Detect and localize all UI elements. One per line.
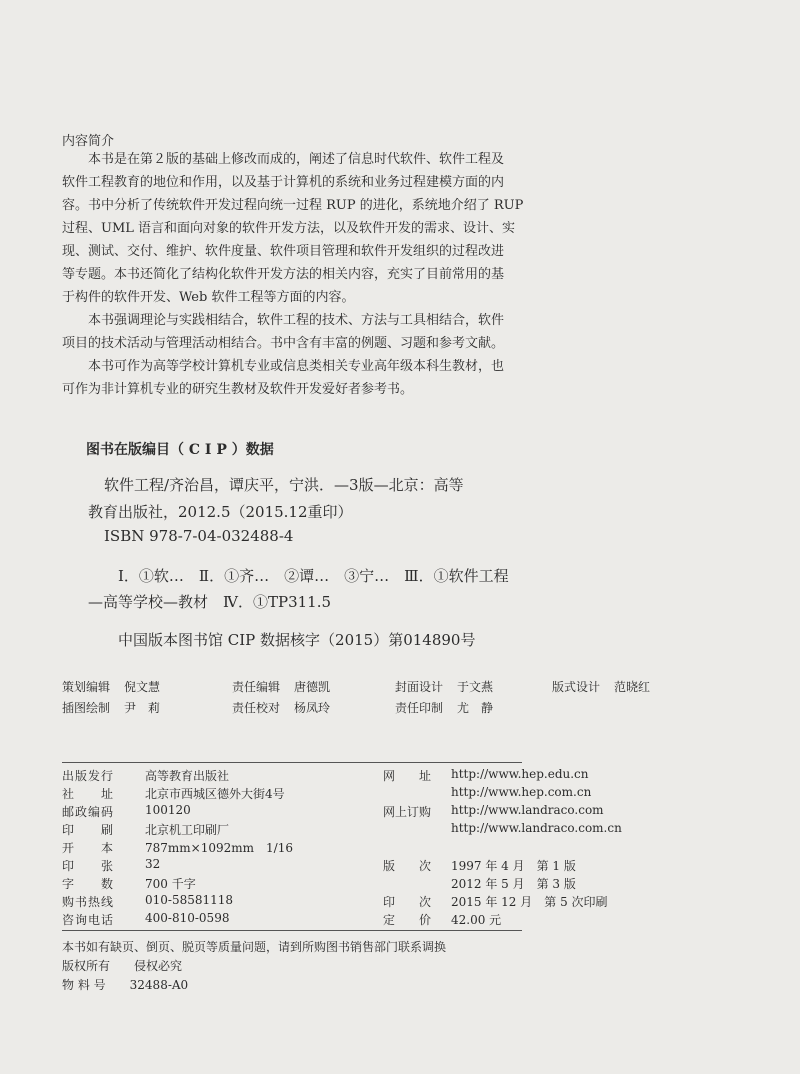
pub-value: 北京市西城区德外大街4号 [145,787,285,801]
footer-material-label: 物 料 号 [62,978,106,992]
divider-bottom [62,930,522,931]
summary-title: 内容简介 [62,134,115,149]
price-value: 42.00 元 [451,913,502,927]
summary-paragraph-1 [62,148,532,401]
website-link[interactable]: http://www.hep.com.cn [451,785,592,799]
website-link[interactable]: http://www.hep.edu.cn [451,767,589,781]
staff-illustration [62,699,160,716]
staff-cover-design [395,678,493,695]
pub-label: 社 址 [62,787,115,801]
pub-label: 印 张 [62,859,115,873]
pub-label: 网上订购 [383,805,432,819]
staff-value: 于文燕 [457,680,494,694]
summary-line: 于构件的软件开发、Web 软件工程等方面的内容。 [62,290,355,305]
pub-value: 32 [145,857,161,871]
footer-material [62,976,188,993]
staff-value: 倪文慧 [124,680,161,694]
pub-value: 787mm×1092mm 1/16 [145,841,293,855]
staff-print-manager [395,699,493,716]
cip-line-2: 教育出版社，2012.5（2015.12重印） [88,503,353,521]
order-link[interactable]: http://www.landraco.com.cn [451,821,622,835]
pub-label: 网 址 [383,769,432,783]
summary-line: 本书是在第２版的基础上修改而成的，阐述了信息时代软件、软件工程及 [88,152,505,167]
pub-value: 400-810-0598 [145,911,230,925]
staff-value: 尹 莉 [124,701,161,715]
pub-label: 字 数 [62,877,115,891]
order-link[interactable]: http://www.landraco.com [451,803,604,817]
pub-label: 购书热线 [62,895,115,909]
pub-label: 印 次 [383,895,432,909]
cip-line-1: 软件工程/齐治昌，谭庆平，宁洪．—3版—北京：高等 [104,476,464,494]
pub-label: 定 价 [383,913,432,927]
staff-layout-design [552,678,650,695]
staff-label: 责任编辑 [232,680,281,694]
pub-value: 700 千字 [145,877,196,891]
cip-title: 图书在版编目（ C I P ）数据 [86,442,274,458]
staff-value: 尤 静 [457,701,494,715]
staff-planning-editor [62,678,160,695]
pub-value: 1997 年 4 月 第 1 版 [451,859,576,873]
footer-copyright-value: 侵权必究 [134,959,183,973]
staff-value: 范晓红 [614,680,651,694]
pub-value: 2015 年 12 月 第 5 次印刷 [451,895,608,909]
pub-value: 北京机工印刷厂 [145,823,230,837]
staff-label: 版式设计 [552,680,601,694]
footer-notice: 本书如有缺页、倒页、脱页等质量问题，请到所购图书销售部门联系调换 [62,940,447,954]
staff-label: 策划编辑 [62,680,111,694]
staff-value: 杨凤玲 [294,701,331,715]
summary-line: 可作为非计算机专业的研究生教材及软件开发爱好者参考书。 [62,382,414,397]
divider-top [62,762,522,763]
footer-material-value: 32488-A0 [129,978,189,992]
summary-line: 过程、UML 语言和面向对象的软件开发方法，以及软件开发的需求、设计、实 [62,221,516,236]
staff-label: 插图绘制 [62,701,111,715]
summary-line: 容。书中分析了传统软件开发过程向统一过程 RUP 的进化，系统地介绍了 RUP [62,198,524,213]
summary-line: 项目的技术活动与管理活动相结合。书中含有丰富的例题、习题和参考文献。 [62,336,505,351]
pub-value: 100120 [145,803,191,817]
pub-label: 版 次 [383,859,432,873]
summary-line: 软件工程教育的地位和作用，以及基于计算机的系统和业务过程建模方面的内 [62,175,505,190]
staff-label: 责任校对 [232,701,281,715]
staff-proofreader [232,699,330,716]
pub-value: 高等教育出版社 [145,769,230,783]
pub-label: 开 本 [62,841,115,855]
footer-copyright-label: 版权所有 [62,959,111,973]
pub-value: 2012 年 5 月 第 3 版 [451,877,576,891]
cip-number: 中国版本图书馆 CIP 数据核字（2015）第014890号 [118,631,476,649]
footer-copyright [62,957,182,974]
summary-line: 本书可作为高等学校计算机专业或信息类相关专业高年级本科生教材，也 [88,359,505,374]
summary-line: 等专题。本书还简化了结构化软件开发方法的相关内容，充实了目前常用的基 [62,267,505,282]
summary-line: 本书强调理论与实践相结合，软件工程的技术、方法与工具相结合，软件 [88,313,505,328]
staff-label: 封面设计 [395,680,444,694]
pub-label: 咨询电话 [62,913,115,927]
staff-value: 唐德凯 [294,680,331,694]
staff-label: 责任印制 [395,701,444,715]
summary-line: 现、测试、交付、维护、软件度量、软件项目管理和软件开发组织的过程改进 [62,244,505,259]
staff-responsible-editor [232,678,330,695]
pub-label: 邮政编码 [62,805,115,819]
cip-isbn: ISBN 978-7-04-032488-4 [104,527,294,545]
cip-line-4: Ⅰ．①软… Ⅱ．①齐… ②谭… ③宁… Ⅲ．①软件工程 [118,567,509,585]
pub-label: 出版发行 [62,769,115,783]
pub-value: 010-58581118 [145,893,234,907]
pub-label: 印 刷 [62,823,115,837]
cip-line-5: —高等学校—教材 Ⅳ．①TP311.5 [88,593,332,611]
